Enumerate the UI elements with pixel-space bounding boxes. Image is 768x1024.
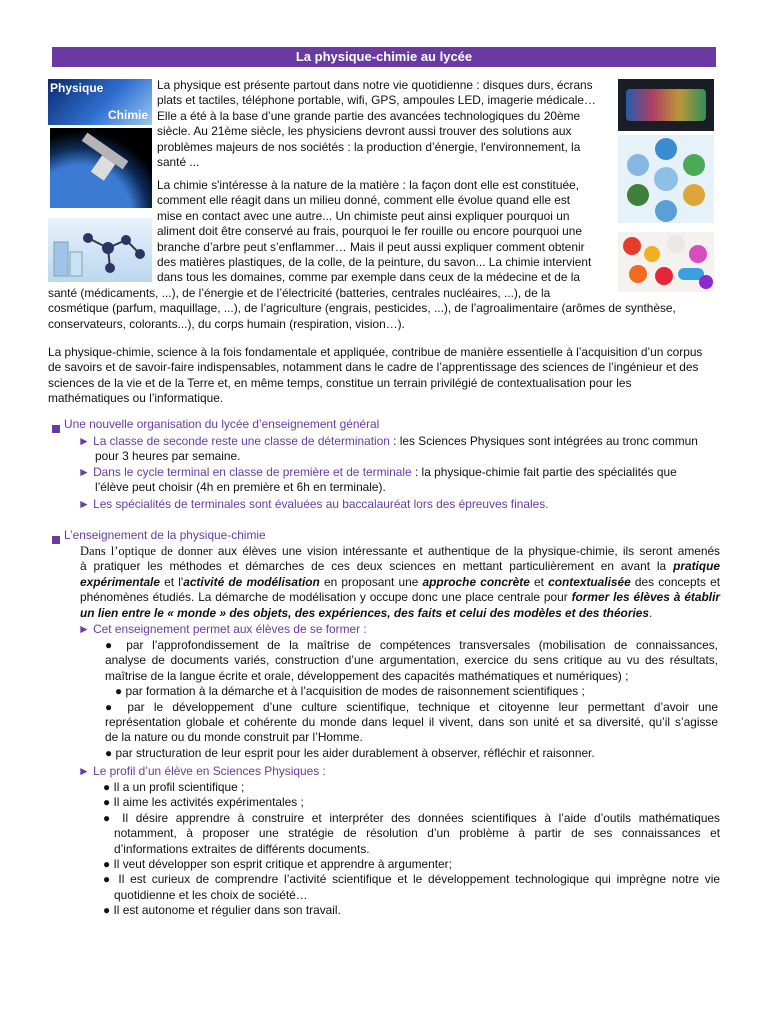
seconde-highlight: La classe de seconde reste une classe de détermination	[93, 434, 390, 448]
list-item	[103, 811, 720, 857]
arrow-right-icon: ►	[78, 465, 94, 479]
list-item	[105, 638, 718, 684]
list-item: ● Il est autonome et régulier dans son travail.	[103, 903, 341, 918]
cycle-highlight: Dans le cycle terminal en classe de première et de terminale	[93, 465, 412, 479]
cycle-text: : la physique-chimie fait partie des spécialités que	[411, 465, 677, 479]
emphasis-contextualisee: contextualisée	[548, 574, 631, 589]
intro-physique-paragraph	[157, 78, 610, 170]
section1-item-cycle-terminal	[78, 465, 718, 496]
emphasis-experimentale: expérimentale	[80, 574, 160, 589]
text-line: branche d’arbre peut s’enflammer… Mais il peut aussi expliquer comment obtenir	[157, 239, 585, 254]
text-line: siècle. Au 21ème siècle, les physiciens devront aussi trouver des solutions aux	[157, 124, 572, 139]
text-run: en proposant une	[319, 574, 423, 589]
text-line: de la nature ou du monde construit par l’Homme.	[105, 730, 363, 745]
text-run: aux élèves une vision intéressante et authentique de la physique-chimie, ils seront amenés	[212, 544, 721, 558]
physique-chimie-logo-image	[48, 79, 152, 125]
emphasis-lien: un lien entre le « monde » des objets, des expériences, des faits et celui des modèles et des théories	[80, 605, 649, 620]
emphasis-approche: approche concrète	[422, 574, 530, 589]
text-line: comment elle réagit dans un milieu donné, comment elle évolue quand elle est	[157, 193, 571, 208]
text-line: représentation globale et cohérente du monde dans lequel il vivent, dans son unité et sa diversité, qu’il s’agisse	[105, 715, 718, 730]
text-run: et l'	[159, 574, 184, 589]
text-line: cosmétique (parfum, maquillage, ...), de l’agriculture (engrais, pesticides, ...), de l’agroalimentaire (arômes de synthèse,	[48, 301, 676, 316]
text-line: ● par l’approfondissement de la maîtrise de compétences transversales (mobilisation de connaissances,	[105, 638, 718, 652]
text-line: notamment, à proposer une stratégie de résolution d’un problème à partir de ses connaissances et	[114, 826, 720, 841]
section1-heading: Une nouvelle organisation du lycée d’enseignement général	[64, 417, 380, 431]
text-line: pour 3 heures par semaine.	[95, 449, 241, 464]
specialites-text: Les spécialités de terminales sont évaluées au baccalauréat lors des épreuves finales.	[93, 497, 549, 511]
text-line: aliment doit être conservé au frais, pourquoi le fer rouille ou encore pourquoi une	[157, 224, 583, 239]
physique-chimie-definition-paragraph	[48, 345, 720, 407]
text-line: La physique est présente partout dans notre vie quotidienne : disques durs, écrans	[157, 78, 593, 92]
satellite-earth-image	[50, 128, 152, 208]
medicines-pills-image	[618, 232, 714, 292]
section2-intro-paragraph	[80, 544, 720, 621]
text-line: mathématiques ou l’informatique.	[48, 391, 224, 406]
text-line: mise en contact avec une autre... Un chimiste peut ainsi expliquer pourquoi un	[157, 208, 570, 223]
molecule-image	[48, 218, 152, 282]
section1-item-specialites	[78, 497, 718, 512]
technology-devices-image	[618, 79, 714, 131]
text-line: problèmes majeurs de nos sociétés : la production d’énergie, l'environnement, la	[157, 139, 581, 154]
logo-line-physique: Physique	[50, 81, 104, 95]
sub1-list	[103, 638, 718, 761]
section2-sub1-heading	[78, 622, 367, 637]
text-line: conservateurs, colorants...), du corps humain (respiration, vision…).	[48, 316, 405, 331]
emphasis-pratique: pratique	[673, 559, 720, 574]
arrow-right-icon: ►	[78, 622, 94, 636]
text-run: et	[529, 574, 549, 589]
list-item: ● par structuration de leur esprit pour les aider durablement à observer, réfléchir et raisonner.	[105, 745, 595, 760]
text-line: maîtrise de la langue écrite et orale, développement des capacités mathématiques et numériques) ;	[105, 668, 629, 683]
arrow-right-icon: ►	[78, 764, 94, 778]
section1-item-seconde	[78, 434, 718, 465]
text-run: des concepts et	[630, 574, 720, 589]
text-line: ● Il désire apprendre à construire et interpréter des données scientifiques à l’aide d’outils mathématiques	[103, 810, 720, 825]
intro-chimie-paragraph-continued	[48, 286, 720, 332]
sub2-label: Le profil d’un élève en Sciences Physiques :	[93, 764, 326, 778]
text-line: des matières plastiques, de la colle, de la peinture, du savon... La chimie intervient	[157, 255, 592, 270]
text-line: santé (médicaments, ...), de l’énergie et de l’électricité (batteries, centrales nucléaires, ...), de la	[48, 286, 551, 300]
emphasis-modelisation: activité de modélisation	[183, 574, 320, 589]
section2-heading: L’enseignement de la physique-chimie	[64, 528, 266, 542]
text-line: ● par le développement d’une culture scientifique, technique et citoyenne leur permettant d’avoir une	[105, 699, 718, 714]
text-line: d’informations extraites de différents documents.	[114, 841, 370, 856]
text-line: de savoirs et de savoir-faire indispensables, notamment dans le cadre de l’apprentissage des sciences de l’ingénieur et des	[48, 360, 699, 375]
text-run: à pratiquer les méthodes et démarches de ces deux sciences en mettant particulièrement en avant la	[80, 559, 674, 574]
text-line: quotidienne et les choix de société…	[114, 887, 308, 902]
arrow-right-icon: ►	[78, 434, 94, 448]
emphasis-former: former les élèves à établir	[571, 590, 720, 605]
text-run: phénomènes étudiés. La démarche de modélisation y occupe donc une place centrale pour	[80, 590, 572, 605]
section-bullet-square-icon	[52, 425, 60, 433]
text-line: analyse de documents variés, construction d’une argumentation, exercice du sens critique au vu des résultats,	[105, 653, 718, 668]
serif-lead: Dans l’optique de donner	[80, 544, 213, 558]
section2-sub2-heading	[78, 764, 326, 779]
text-line: ● Il est curieux de comprendre l’activité scientifique et le développement technologique qui imprègne notre vie	[103, 872, 720, 887]
intro-chimie-paragraph	[157, 178, 610, 286]
list-item: ● Il aime les activités expérimentales ;	[103, 795, 304, 810]
text-line: La physique-chimie, science à la fois fondamentale et appliquée, contribue de manière essentielle à l’acquisition d’un corpus	[48, 345, 703, 359]
list-item	[105, 700, 718, 746]
sub2-list	[103, 780, 720, 919]
text-line: Elle a été à la base d’une grande partie des avancées technologiques du 20ème	[157, 108, 581, 123]
sub1-label: Cet enseignement permet aux élèves de se former :	[93, 622, 367, 636]
logo-line-chimie: Chimie	[107, 107, 148, 122]
text-line: l’élève peut choisir (4h en première et 6h en terminale).	[95, 480, 386, 495]
text-line: plats et tactiles, téléphone portable, wifi, GPS, ampoules LED, imagerie médicale…	[157, 93, 596, 108]
text-line: La chimie s'intéresse à la nature de la matière : la façon dont elle est constituée,	[157, 178, 579, 192]
list-item	[103, 872, 720, 903]
list-item: ● Il veut développer son esprit critique et apprendre à argumenter;	[103, 857, 452, 872]
energy-environment-image	[618, 135, 714, 223]
section-bullet-square-icon	[52, 536, 60, 544]
text-line: sciences de la vie et de la Terre et, en même temps, constitue un terrain privilégié de contextualisation pour les	[48, 375, 632, 390]
text-line: santé ...	[157, 155, 200, 170]
text-run: .	[648, 605, 653, 620]
page-title: La physique-chimie au lycée	[52, 47, 716, 67]
text-line: dans tous les domaines, comme par exemple dans ceux de la médecine et de la	[157, 270, 581, 285]
seconde-text: : les Sciences Physiques sont intégrées au tronc commun	[389, 434, 698, 448]
arrow-right-icon: ►	[78, 497, 94, 511]
list-item: ● par formation à la démarche et à l’acquisition de modes de raisonnement scientifiques ;	[115, 684, 585, 699]
list-item: ● Il a un profil scientifique ;	[103, 780, 245, 794]
